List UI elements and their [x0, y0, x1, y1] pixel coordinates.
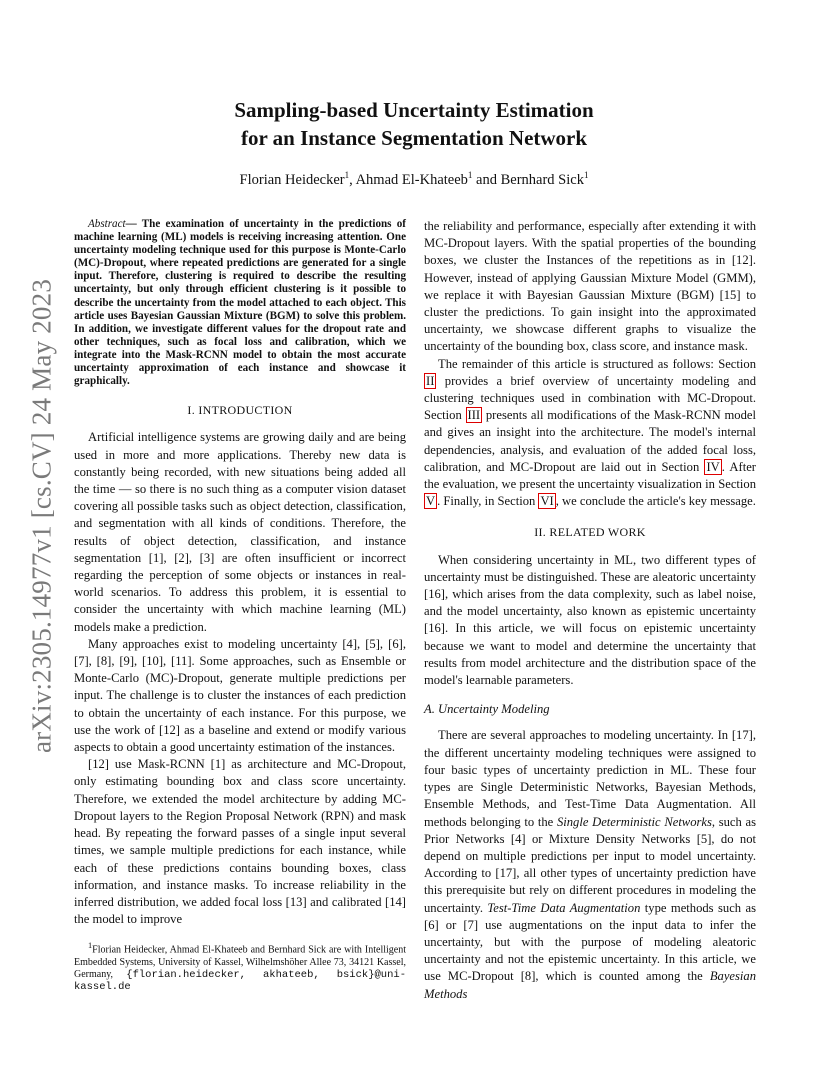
- text-run: , such as Prior Networks [4] or Mixture Density Networks [5], do not depend on multiple predictions per input to model uncertainty. According to [17], all other types of uncertainty prediction have this prerequisite but rely on different procedures in modeling the uncertainty.: [424, 814, 756, 915]
- abstract-text: — The examination of uncertainty in the predictions of machine learning (ML) models is receiving increasing attention. One uncertainty modeling technique used for this purpose is Monte-Carlo (MC)-Dropout, where repeated predictions are generated for a single input. Therefore, clustering is required to describe the resulting uncertainty, but only through efficient clustering is it possible to describe the uncertainty from the model attached to each object. This article uses Bayesian Gaussian Mixture (BGM) to solve this problem. In addition, we investigate different values for the dropout rate and other techniques, such as focal loss and calibration, which we integrate into the Mask-RCNN model to obtain the most accurate uncertainty approximation of each instance and showcase it graphically.: [74, 218, 406, 388]
- text-run: . Finally, in Section: [437, 494, 539, 509]
- section-link-vi[interactable]: VI: [540, 494, 554, 509]
- author-2: , Ahmad El-Khateeb: [349, 171, 468, 188]
- title-line-2: for an Instance Segmentation Network: [240, 126, 588, 150]
- section-heading-introduction: I. INTRODUCTION: [187, 403, 293, 418]
- affiliation-mark: 1: [467, 170, 473, 180]
- text-run: There are several approaches to modeling uncertainty. In [17], the different uncertainty modeling techniques were assigned to four basic types of uncertainty prediction in ML. These four types are Single Deterministic Networks, Bayesian Methods, Ensemble Methods, and Test-Time Data Augmentation. All methods belonging to the: [424, 728, 756, 829]
- section-link-v[interactable]: V: [426, 494, 436, 509]
- text-run: The remainder of this article is structured as follows: Section: [438, 356, 756, 371]
- text-run: , we conclude the article's key message.: [555, 494, 756, 509]
- text-run: type methods such as [6] or [7] use augmentations on the input data to infer the uncertainty, but with the purpose of modeling aleatoric uncertainty and not the epistemic uncertainty. In this article, we use MC-Dropout [8], which is counted among the: [424, 900, 756, 984]
- title-line-1: Sampling-based Uncertainty Estimation: [234, 98, 594, 122]
- paragraph-uncertainty-modeling: [424, 727, 756, 1002]
- abstract: [74, 218, 406, 388]
- abstract-label: Abstract: [88, 218, 126, 230]
- affiliation-mark: 1: [344, 170, 350, 180]
- paragraph: Many approaches exist to modeling uncertainty [4], [5], [6], [7], [8], [9], [10], [11]. Some approaches, such as Ensemble or Monte-Carlo (MC)-Dropout, generate multiple predictions per input. The challenge is to cluster the instances of each prediction to obtain the uncertainty of each instance. For this purpose, we use the work of [12] as a baseline and extend or modify various aspects to obtain a good uncertainty estimation of the instances.: [74, 636, 406, 755]
- paragraph-structure: [424, 356, 756, 511]
- section-link-iii[interactable]: III: [467, 408, 481, 423]
- italic-term: Single Deterministic Networks: [556, 814, 712, 829]
- author-3: and Bernhard Sick: [472, 171, 584, 188]
- section-link-iv[interactable]: IV: [706, 459, 720, 474]
- author-list: [0, 170, 828, 189]
- text-run: . After the evaluation, we present the uncertainty visualization in Section: [424, 459, 756, 492]
- affiliation-footnote: [74, 940, 406, 994]
- arxiv-identifier: arXiv:2305.14977v1 [cs.CV] 24 May 2023: [26, 278, 57, 754]
- text-run: provides a brief overview of uncertainty modeling and clustering techniques used in combination with MC-Dropout. Section: [424, 373, 756, 423]
- left-column: [74, 218, 406, 928]
- section-link-ii[interactable]: II: [426, 373, 435, 388]
- right-column: [424, 218, 756, 1003]
- text-run: presents all modifications of the Mask-RCNN model and gives an insight into the architecture. The model's internal dependencies, analysis, and evaluation of the added focal loss, calibration, and MC-Dropout are laid out in Section: [424, 408, 756, 474]
- affiliation-mark: 1: [583, 170, 589, 180]
- italic-term: Bayesian Methods: [424, 969, 756, 1001]
- arxiv-sidebar-stamp: [20, 276, 64, 756]
- footnote-emails: {florian.heidecker, akhateeb, bsick}@uni-kassel.de: [74, 968, 407, 994]
- subsection-heading-uncertainty-modeling: A. Uncertainty Modeling: [424, 702, 550, 717]
- paragraph: When considering uncertainty in ML, two different types of uncertainty must be distinguished. These are aleatoric uncertainty [16], which arises from the data complexity, such as label noise, and the model uncertainty, also known as epistemic uncertainty [16]. In this article, we will focus on epistemic uncertainty because we want to model and determine the uncertainty that results from model architecture and the distribution space of the model's learnable parameters.: [424, 552, 756, 688]
- author-1: Florian Heidecker: [239, 171, 345, 188]
- paper-title: [0, 96, 828, 152]
- paragraph: the reliability and performance, especially after extending it with MC-Dropout layers. With the spatial properties of the bounding boxes, we cluster the Instances of the repetitions as in [12]. However, instead of applying Gaussian Mixture Model (GMM), we replace it with Bayesian Gaussian Mixture (BGM) [15] to cluster the predictions. To gain insight into the approximated uncertainty, we showcase different graphs to visualize the uncertainty of the bounding box, class score, and instance mask.: [424, 219, 756, 354]
- paragraph: [12] use Mask-RCNN [1] as architecture and MC-Dropout, only estimating bounding box and class score uncertainty. Therefore, we extended the model architecture by adding MC-Dropout layers to the Region Proposal Network (RPN) and mask head. By repeating the forward passes of a single input several times, we sample multiple predictions for each instance, while each of these predictions contains bounding boxes, class information, and instance masks. To increase reliability in the inferred distribution, we added focal loss [13] and calibrated [14] the model to improve: [74, 757, 406, 927]
- section-heading-related-work: II. RELATED WORK: [534, 525, 646, 540]
- footnote-text: Florian Heidecker, Ahmad El-Khateeb and Bernhard Sick are with Intelligent Embedded Systems, University of Kassel, Wilhelmshöher Allee 73, 34121 Kassel, Germany,: [74, 944, 406, 980]
- italic-term: Test-Time Data Augmentation: [487, 900, 641, 915]
- paragraph: Artificial intelligence systems are growing daily and are being used in more and more applications. Thereby new data is constantly being recorded, with new situations being added all the time — so there is no such thing as a computer vision dataset covering all possible tasks such as object detection, classification, and segmentation with all kinds of conditions. Therefore, the results of object detection, classification, and instance segmentation [1], [2], [3] are often insufficient or incorrect regarding the perception of some objects or instances in real-world scenarios. To address this problem, it is essential to consider the uncertainty with which machine learning (ML) models make a prediction.: [74, 430, 406, 634]
- footnote-mark: 1: [88, 941, 93, 950]
